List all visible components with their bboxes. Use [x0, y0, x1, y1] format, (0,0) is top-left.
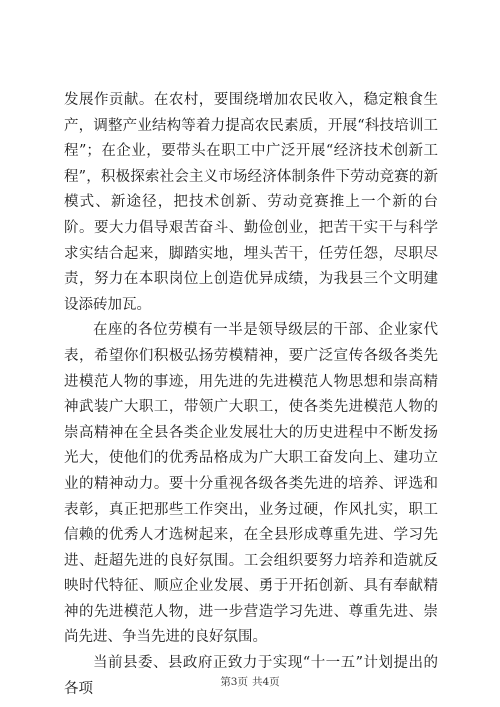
page-footer: [0, 674, 500, 689]
page-number: 第3页: [220, 676, 248, 688]
paragraph-3: 当前县委、县政府正致力于实现“十一五”计划提出的各项: [64, 655, 438, 697]
page-total: 共4页: [252, 676, 280, 688]
paragraph-2: 在座的各位劳模有一半是领导级层的干部、企业家代表，希望你们积极弘扬劳模精神，要广泛宣传各级各类先进模范人物的事迹，用先进的先进模范人物思想和崇高精神武装广大职工，带领广大职工，使各类先进模范人物的崇高精神在全县各类企业发展壮大的历史进程中不断发扬光大，使他们的优秀品格成为广大职工奋发向上、建功立业的精神动力。要十分重视各级各类先进的培养、评选和表彰，真正把那些工作突出，业务过硬，作风扎实，职工信赖的优秀人才选树起来，在全县形成尊重先进、学习先进、赶超先进的良好氛围。工会组织要努力培养和造就反映时代特征、顺应企业发展、勇于开拓创新、具有奉献精神的先进模范人物，进一步营造学习先进、尊重先进、崇尚先进、争当先进的良好氛围。: [64, 322, 438, 646]
paragraph-1: 发展作贡献。在农村，要围绕增加农民收入，稳定粮食生产，调整产业结构等着力提高农民素质，开展“科技培训工程”；在企业，要带头在职工中广泛开展“经济技术创新工程”，积极探索社会主义市场经济体制条件下劳动竞赛的新模式、新途径，把技术创新、劳动竞赛推上一个新的台阶。要大力倡导艰苦奋斗、勤俭创业，把苦干实干与科学求实结合起来，脚踏实地，埋头苦干，任劳任怨，尽职尽责，努力在本职岗位上创造优异成绩，为我县三个文明建设添砖加瓦。: [64, 92, 438, 313]
document-body: [64, 88, 438, 702]
